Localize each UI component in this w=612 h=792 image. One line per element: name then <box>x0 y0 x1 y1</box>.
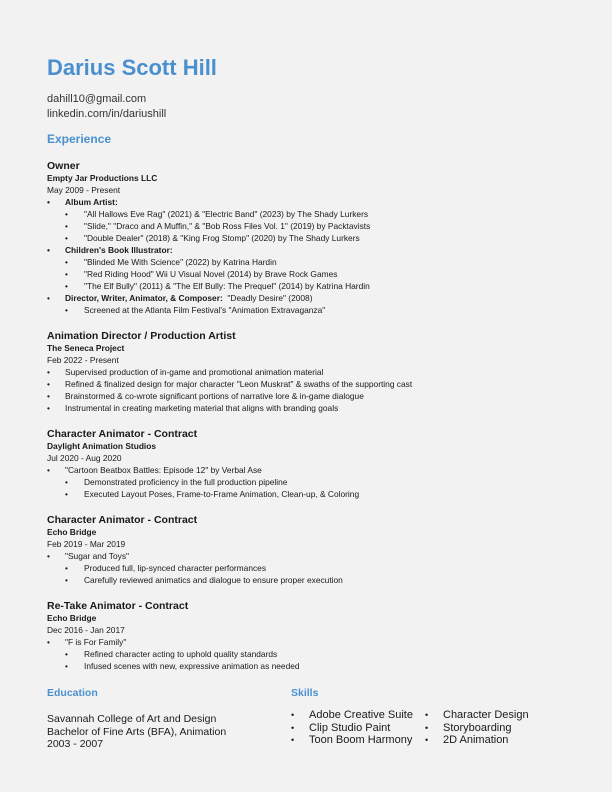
job-company: Echo Bridge <box>47 527 97 537</box>
book-illustrator-label: • Children's Book Illustrator: <box>47 244 577 256</box>
job-title: Owner <box>47 160 80 172</box>
education-years: 2003 - 2007 <box>47 738 104 750</box>
job-bullets <box>47 550 577 586</box>
education-section <box>47 685 287 751</box>
job-owner <box>47 160 577 316</box>
job-character-animator-daylight <box>47 428 577 500</box>
contact-info <box>47 92 577 121</box>
job-bullets <box>47 366 577 414</box>
job-title: Animation Director / Production Artist <box>47 330 236 342</box>
job-dates: Dec 2016 - Jan 2017 <box>47 624 125 635</box>
email: dahill10@gmail.com <box>47 93 147 105</box>
list-item: • Brainstormed & co-wrote significant portions of narrative lore & in-game dialogue <box>47 390 577 402</box>
job-company: Empty Jar Productions LLC <box>47 173 158 183</box>
list-item: • Produced full, lip-synced character performances <box>47 562 577 574</box>
list-item: • "Red Riding Hood" Wii U Visual Novel (2014) by Brave Rock Games <box>47 268 577 280</box>
skill-item: • Adobe Creative Suite <box>291 709 413 722</box>
director-entry <box>47 292 577 304</box>
job-company: Daylight Animation Studios <box>47 441 157 451</box>
skill-item: • Toon Boom Harmony <box>291 734 413 747</box>
education-details <box>47 713 287 751</box>
list-item: • Refined & finalized design for major character "Leon Muskrat" & swaths of the supporting cast <box>47 378 577 390</box>
job-character-animator-echo <box>47 514 577 586</box>
job-company: Echo Bridge <box>47 613 97 623</box>
linkedin-url: linkedin.com/in/dariushill <box>47 107 167 120</box>
skills-section <box>291 685 581 746</box>
list-item: • "Double Dealer" (2018) & "King Frog Stomp" (2020) by The Shady Lurkers <box>47 232 577 244</box>
skills-column-2 <box>425 709 529 747</box>
job-animation-director <box>47 330 577 414</box>
list-item: • Instrumental in creating marketing material that aligns with branding goals <box>47 402 577 414</box>
job-dates: Feb 2022 - Present <box>47 354 119 365</box>
project-title: • "Cartoon Beatbox Battles: Episode 12" by Verbal Ase <box>47 464 577 476</box>
list-item: • "All Hallows Eve Rag" (2021) & "Electric Band" (2023) by The Shady Lurkers <box>47 208 577 220</box>
job-bullets <box>47 464 577 500</box>
school-name: Savannah College of Art and Design <box>47 713 217 725</box>
list-item: • Carefully reviewed animatics and dialogue to ensure proper execution <box>47 574 577 586</box>
job-dates: Feb 2019 - Mar 2019 <box>47 538 126 549</box>
candidate-name: Darius Scott Hill <box>47 55 217 80</box>
list-item: • "The Elf Bully" (2011) & "The Elf Bully: The Prequel" (2014) by Katrina Hardin <box>47 280 577 292</box>
album-artist-label: • Album Artist: <box>47 196 577 208</box>
job-dates: May 2009 - Present <box>47 184 121 195</box>
list-item: • "Slide," "Draco and A Muffin," & "Bob Ross Files Vol. 1" (2019) by Packtavists <box>47 220 577 232</box>
job-dates: Jul 2020 - Aug 2020 <box>47 452 122 463</box>
skill-item: • Clip Studio Paint <box>291 722 413 735</box>
list-item: • Infused scenes with new, expressive animation as needed <box>47 660 577 672</box>
director-value: "Deadly Desire" (2008) <box>227 293 313 303</box>
project-title: • "F is For Family" <box>47 636 577 648</box>
job-title: Re-Take Animator - Contract <box>47 600 189 612</box>
education-heading: Education <box>47 687 98 699</box>
skills-heading: Skills <box>291 687 319 699</box>
list-item: • Executed Layout Poses, Frame-to-Frame Animation, Clean-up, & Coloring <box>47 488 577 500</box>
list-item: • Refined character acting to uphold quality standards <box>47 648 577 660</box>
degree: Bachelor of Fine Arts (BFA), Animation <box>47 725 227 738</box>
list-item: • Supervised production of in-game and promotional animation material <box>47 366 577 378</box>
skill-item: • Storyboarding <box>425 722 529 735</box>
list-item: • "Blinded Me With Science" (2022) by Katrina Hardin <box>47 256 577 268</box>
skills-column-1 <box>291 709 413 747</box>
job-retake-animator <box>47 600 577 672</box>
list-item: • Screened at the Atlanta Film Festival's "Animation Extravaganza" <box>47 304 577 316</box>
director-label: Director, Writer, Animator, & Composer: <box>65 293 223 303</box>
job-company: The Seneca Project <box>47 343 125 353</box>
project-title: • "Sugar and Toys" <box>47 550 577 562</box>
skill-item: • 2D Animation <box>425 734 529 747</box>
job-bullets <box>47 636 577 672</box>
skill-item: • Character Design <box>425 709 529 722</box>
resume <box>47 54 577 672</box>
owner-list <box>47 196 577 316</box>
list-item: • Demonstrated proficiency in the full production pipeline <box>47 476 577 488</box>
experience-heading: Experience <box>47 132 112 146</box>
job-title: Character Animator - Contract <box>47 428 198 440</box>
job-title: Character Animator - Contract <box>47 514 198 526</box>
